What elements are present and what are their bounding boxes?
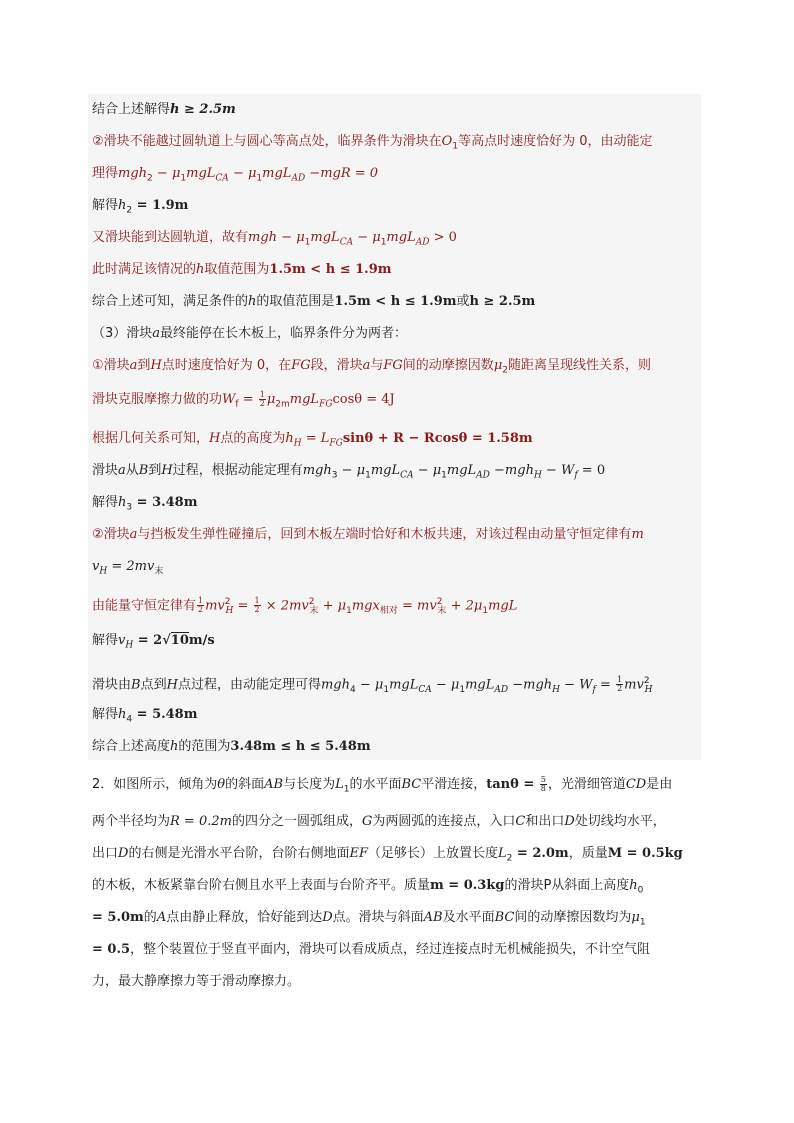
question-line-2: 两个半径均为R = 0.2m的四分之一圆弧组成，G为两圆弧的连接点，入口C和出口D处切线均水平， (92, 814, 666, 829)
solution-line-6: 此时满足该情况的h取值范围为1.5m < h ≤ 1.9m (92, 262, 392, 277)
question-line-1: 2．如图所示，倾角为θ的斜面AB与长度为$L_1$的水平面BC平滑连接，tanθ = $\frac{5}{8}$ ，光滑细管道CD是由 (92, 775, 673, 795)
solution-line-20: 综合上述高度h的范围为3.48m ≤ h ≤ 5.48m (92, 739, 371, 754)
fraction-half: $\frac{1}{2}$ (259, 390, 265, 408)
solution-line-4: 解得$h_2 = 1.9m$ (92, 198, 189, 216)
solution-line-16: 由能量守恒定律有 $\frac{1}{2}$ $mv^2_H$ = $\frac{1}{2}$ × $2mv^2_末 + \mu_1mgx_{相对} = mv^2_末 + 2\mu_1mgL$ (92, 596, 518, 616)
solution-line-1: 结合上述解得h ≥ 2.5m (92, 102, 236, 117)
fraction-half: $\frac{1}{2}$ (617, 675, 623, 694)
solution-line-14: ②滑块a与挡板发生弹性碰撞后，回到木板左端时恰好和木板共速，对该过程由动量守恒定律有m (92, 527, 644, 542)
solution-line-15: $v_H = 2mv_末$ (92, 559, 164, 577)
solution-line-10: 滑块克服摩擦力做的功$W_f$ = $\frac{1}{2}$ $\mu_{2m}mgL_{FG}\cos\theta = 4J$ (92, 390, 395, 410)
solution-line-18: 滑块由B点到H点过程，由动能定理可得$mgh_4 - \mu_1mgL_{CA} - \mu_1mgL_{AD} -mgh_H - W_f$ = $\frac{1}{2}$ $mv^2_H$ (92, 675, 653, 695)
solution-line-8: （3）滑块a最终能停在长木板上，临界条件分为两者： (92, 326, 408, 341)
fraction-five-eighths: $\frac{5}{8}$ (540, 775, 546, 793)
question-line-3: 出口D的右侧是光滑水平台阶，台阶右侧地面EF（足够长）上放置长度$L_2 = 2.0m$，质量M = 0.5kg (92, 846, 683, 864)
solution-line-7: 综合上述可知，满足条件的h的取值范围是1.5m < h ≤ 1.9m或h ≥ 2.5m (92, 294, 536, 309)
solution-line-12: 滑块a从B到H过程，根据动能定理有$mgh_3 - \mu_1mgL_{CA} - \mu_1mgL_{AD} -mgh_H - W_f = 0$ (92, 463, 606, 481)
sqrt-symbol: √ (162, 633, 171, 648)
solution-line-5: 又滑块能到达圆轨道，故有mgh − $\mu_1mgL_{CA} - \mu_1mgL_{AD} > 0$ (92, 230, 457, 248)
solution-line-11: 根据几何关系可知，H点的高度为$h_H = L_{FG}\sin\theta + R - Rcos\theta = 1.58m$ (92, 431, 533, 449)
fraction-half: $\frac{1}{2}$ (254, 596, 260, 615)
solution-line-13: 解得$h_3 = 3.48m$ (92, 495, 198, 513)
solution-line-2: ②滑块不能越过圆轨道上与圆心等高点处，临界条件为滑块在$O_1$等高点时速度恰好为 0，由动能定 (92, 134, 653, 152)
question-line-4: 的木板，木板紧靠台阶右侧且水平上表面与台阶齐平。质量m = 0.3kg的滑块P从斜面上高度$h_0$ (92, 878, 644, 896)
fraction-half: $\frac{1}{2}$ (198, 596, 204, 615)
solution-line-19: 解得$h_4 = 5.48m$ (92, 707, 198, 725)
solution-line-17: 解得$v_H = 2√10m/s$ (92, 633, 215, 651)
solution-panel (88, 94, 701, 760)
question-line-6: = 0.5，整个装置位于竖直平面内，滑块可以看成质点，经过连接点时无机械能损失，不计空气阻 (92, 942, 651, 957)
solution-line-9: ①滑块a到H点时速度恰好为 0，在FG段，滑块a与FG间的动摩擦因数$\mu_2$随距离呈现线性关系，则 (92, 358, 652, 376)
question-line-7: 力，最大静摩擦力等于滑动摩擦力。 (92, 974, 301, 989)
solution-line-3: 理得$mgh_2 - \mu_1mgL_{CA} - \mu_1mgL_{AD} -mgR = 0$ (92, 166, 379, 184)
question-line-5: = 5.0m的A点由静止释放，恰好能到达D点。滑块与斜面AB及水平面BC间的动摩擦因数均为$\mu_1$ (92, 910, 646, 928)
